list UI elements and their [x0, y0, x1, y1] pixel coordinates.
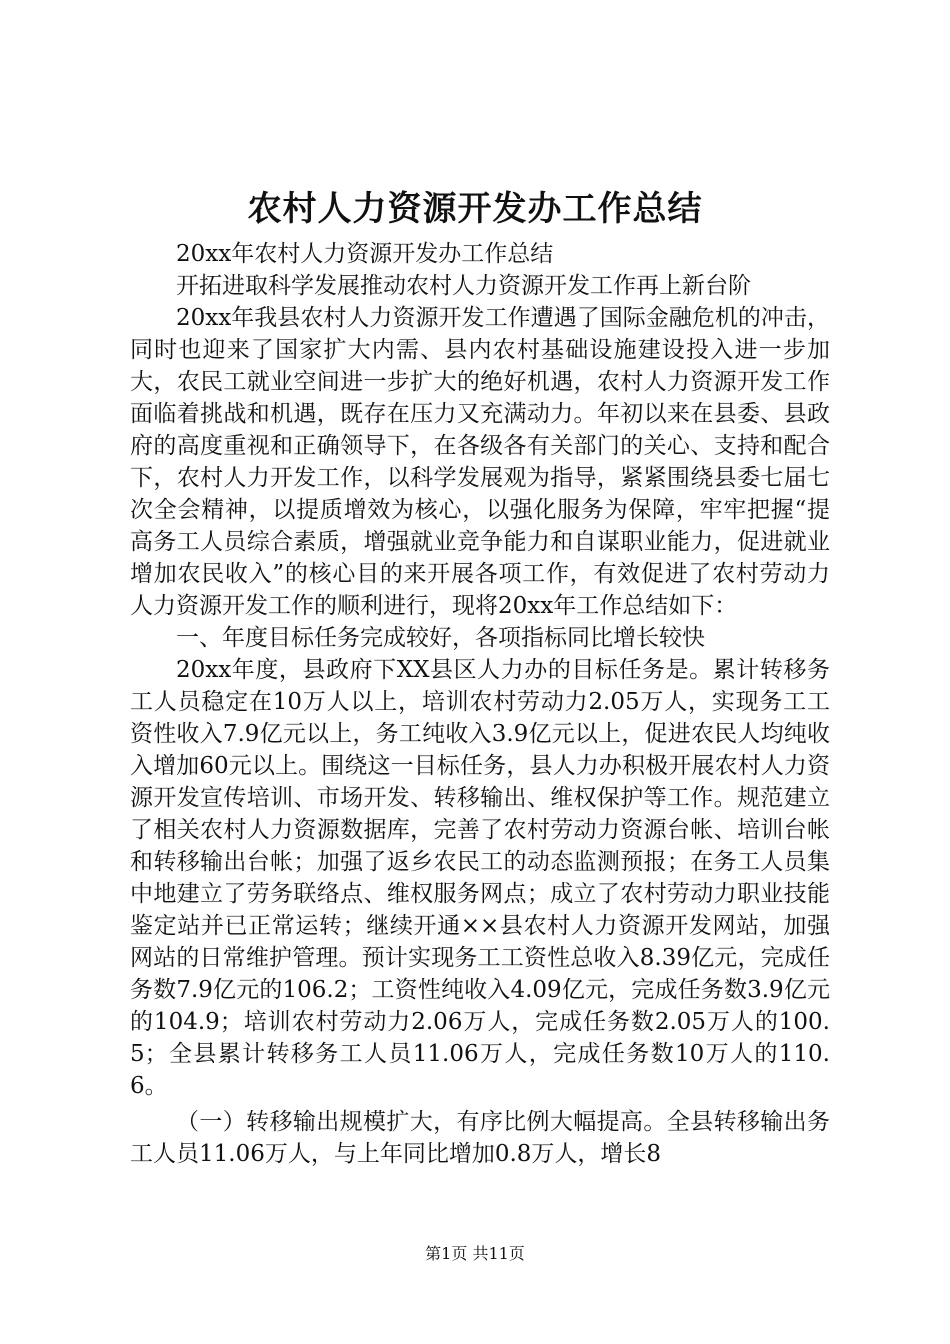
paragraph-theme: 开拓进取科学发展推动农村人力资源开发工作再上新台阶 [176, 273, 751, 299]
section-heading-1: 一、年度目标任务完成较好，各项指标同比增长较快 [176, 625, 705, 651]
paragraph-subsection-1: （一）转移输出规模扩大，有序比例大幅提高。全县转移输出务工人员11.06万人，与上年同比增加0.8万人，增长8 [130, 1109, 830, 1167]
document-body [130, 238, 830, 1170]
paragraph-targets: 20xx年度，县政府下XX县区人力办的目标任务是。累计转移务工人员稳定在10万人以上，培训农村劳动力2.05万人，实现务工工资性收入7.9亿元以上，务工纯收入3.9亿元以上，促进农民人均纯收入增加60元以上。围绕这一目标任务，县人力办积极开展农村人力资源开发宣传培训、市场开发、转移输出、维权保护等工作。规范建立了相关农村人力资源数据库，完善了农村劳动力资源台帐、培训台帐和转移输出台帐；加强了返乡农民工的动态监测预报；在务工人员集中地建立了劳务联络点、维权服务网点；成立了农村劳动力职业技能鉴定站并已正常运转；继续开通××县农村人力资源开发网站，加强网站的日常维护管理。预计实现务工工资性总收入8.39亿元，完成任务数7.9亿元的106.2；工资性纯收入4.09亿元，完成任务数3.9亿元的104.9；培训农村劳动力2.06万人，完成任务数2.05万人的100.5；全县累计转移务工人员11.06万人，完成任务数10万人的110.6。 [130, 657, 830, 1099]
paragraph-subtitle: 20xx年农村人力资源开发办工作总结 [176, 241, 554, 267]
paragraph-intro: 20xx年我县农村人力资源开发工作遭遇了国际金融危机的冲击，同时也迎来了国家扩大内需、县内农村基础设施建设投入进一步加大，农民工就业空间进一步扩大的绝好机遇，农村人力资源开发工作面临着挑战和机遇，既存在压力又充满动力。年初以来在县委、县政府的高度重视和正确领导下，在各级各有关部门的关心、支持和配合下，农村人力开发工作，以科学发展观为指导，紧紧围绕县委七届七次全会精神，以提质增效为核心，以强化服务为保障，牢牢把握“提高务工人员综合素质，增强就业竞争能力和自谋职业能力，促进就业增加农民收入”的核心目的来开展各项工作，有效促进了农村劳动力人力资源开发工作的顺利进行，现将20xx年工作总结如下： [130, 305, 830, 619]
page-footer: 第1页 共11页 [425, 1244, 525, 1263]
document-title: 农村人力资源开发办工作总结 [247, 189, 703, 229]
